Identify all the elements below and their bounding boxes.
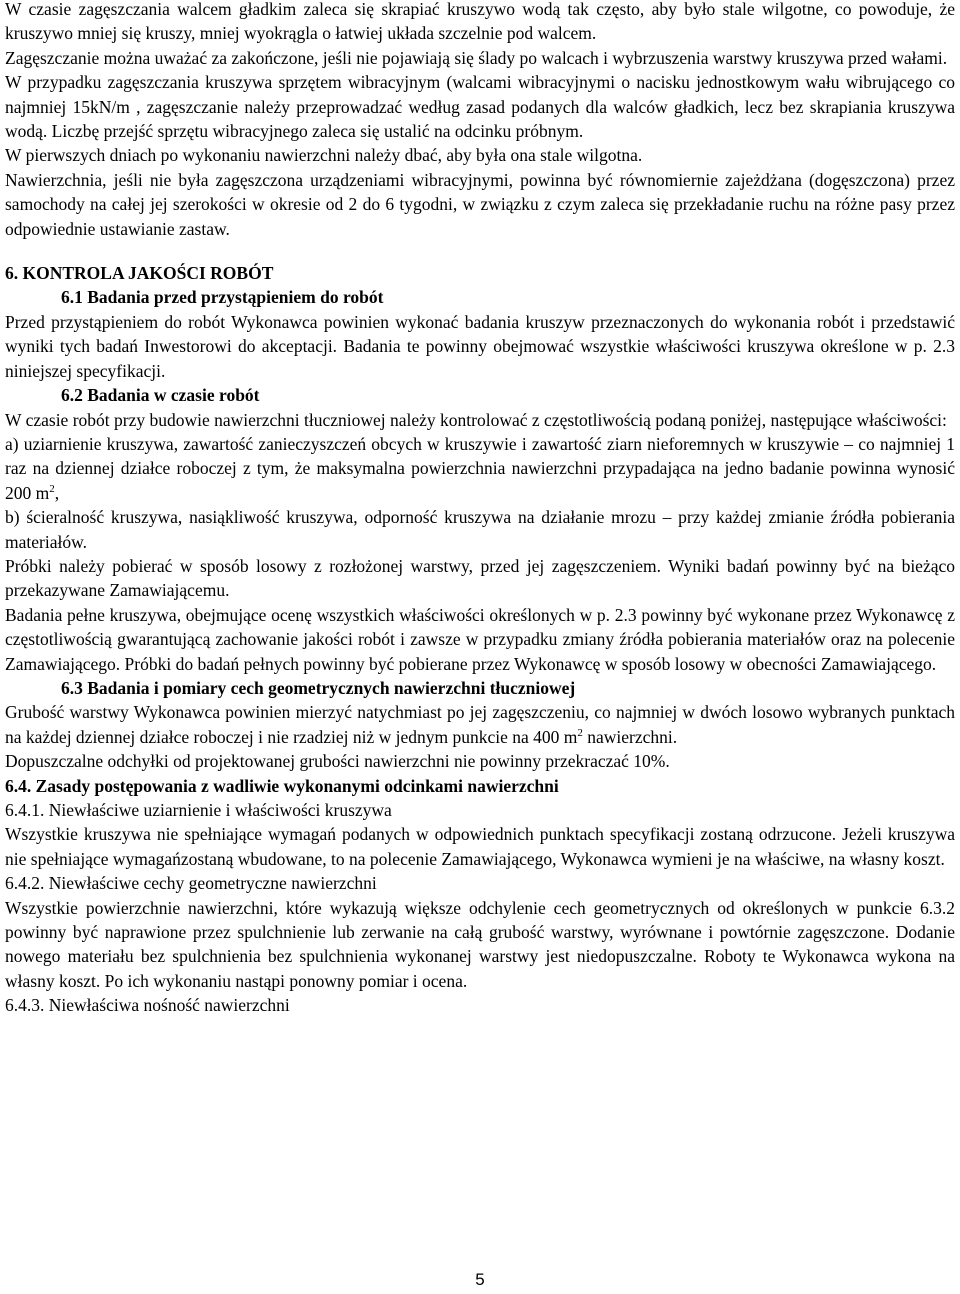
section-6-4-2-text: Wszystkie powierzchnie nawierzchni, które wykazują większe odchylenie cech geometrycznych od określonych w punkcie 6.3.2 powinny być naprawione przez spulchnienie lub zerwanie na całą grubość warstwy, wyrównane i powtórnie zagęszczone. Dodanie nowego materiału bez spulchnienia bez spulchnienia wykonanej warstwy jest niedopuszczalne. Roboty te Wykonawca wykona na własny koszt. Po ich wykonaniu nastąpi ponowny pomiar i ocena.: [5, 897, 955, 991]
paragraph-intro-4: W pierwszych dniach po wykonaniu nawierzchni należy dbać, aby była ona stale wilgotna.: [5, 145, 643, 166]
section-6-2-paragraph-2: Próbki należy pobierać w sposób losowy z rozłożonej warstwy, przed jej zagęszczeniem. Wyniki badań powinny być na bieżąco przekazywane Zamawiającemu.: [5, 555, 955, 601]
page-number: 5: [475, 1270, 485, 1289]
section-6-3-heading: 6.3 Badania i pomiary cech geometrycznych nawierzchni tłuczniowej: [61, 677, 576, 698]
section-6-heading: 6. KONTROLA JAKOŚCI ROBÓT: [5, 263, 274, 284]
section-6-4-heading: 6.4. Zasady postępowania z wadliwie wykonanymi odcinkami nawierzchni: [5, 775, 559, 796]
section-6-3-paragraph-1: [5, 700, 955, 749]
section-6-1-heading: 6.1 Badania przed przystąpieniem do robót: [61, 287, 384, 308]
s63-superscript: 2: [577, 726, 583, 739]
section-6-4-3-heading: 6.4.3. Niewłaściwa nośność nawierzchni: [5, 995, 290, 1016]
section-6-4-1-heading: 6.4.1. Niewłaściwe uziarnienie i właściwości kruszywa: [5, 800, 392, 820]
section-6-3-paragraph-2: Dopuszczalne odchyłki od projektowanej grubości nawierzchni nie powinny przekraczać 10%.: [5, 751, 670, 772]
paragraph-intro-1: W czasie zagęszczania walcem gładkim zaleca się skrapiać kruszywo wodą tak często, aby było stale wilgotne, co powoduje, że kruszywo mniej się kruszy, mniej wyokrągla o łatwiej układa szczelnie pod walcem.: [5, 0, 955, 44]
s63-text: Grubość warstwy Wykonawca powinien mierzyć natychmiast po jej zagęszczeniu, co najmniej w dwóch losowo wybranych punktach na każdej dziennej działce roboczej i nie rzadziej niż w jednym punkcie na 400 m: [5, 702, 955, 747]
section-6-2-paragraph-3: Badania pełne kruszywa, obejmujące ocenę wszystkich właściwości określonych w p. 2.3 powinny być wykonane przez Wykonawcę z częstotliwością gwarantującą zachowanie jakości robót i zawsze w przypadku zmiany źródła pobierania materiałów oraz na polecenie Zamawiającego. Próbki do badań pełnych powinny być pobierane przez Wykonawcę w sposób losowy w obecności Zamawiającego.: [5, 604, 955, 674]
item-a-text: a) uziarnienie kruszywa, zawartość zanieczyszczeń obcych w kruszywie i zawartość ziarn nieforemnych w kruszywie – co najmniej 1 raz na dziennej działce roboczej z tym, że maksymalna powierzchnia nawierzchni przypadająca na jedno badanie powinna wynosić 200 m: [5, 433, 955, 503]
section-6-2-item-b: b) ścieralność kruszywa, nasiąkliwość kruszywa, odporność kruszywa na działanie mrozu – przy każdej zmianie źródła pobierania materiałów.: [5, 507, 955, 552]
section-6-1-text: Przed przystąpieniem do robót Wykonawca powinien wykonać badania kruszyw przeznaczonych do wykonania robót i przedstawić wyniki tych badań Inwestorowi do akceptacji. Badania te powinny obejmować wszystkie właściwości kruszywa określone w p. 2.3 niniejszej specyfikacji.: [5, 311, 955, 381]
paragraph-intro-2: Zagęszczanie można uważać za zakończone, jeśli nie pojawiają się ślady po walcach i wybrzuszenia warstwy kruszywa przed wałami.: [5, 47, 948, 68]
section-6-4-2-heading: 6.4.2. Niewłaściwe cechy geometryczne nawierzchni: [5, 873, 377, 894]
section-6-4-1-text: Wszystkie kruszywa nie spełniające wymagań podanych w odpowiednich punktach specyfikacji zostaną odrzucone. Jeżeli kruszywa nie spełniające wymagańzostaną wbudowane, to na polecenie Zamawiającego, Wykonawca wymieni je na właściwe, na własny koszt.: [5, 824, 955, 869]
item-a-superscript: 2: [49, 482, 55, 495]
section-6-2-intro: W czasie robót przy budowie nawierzchni tłuczniowej należy kontrolować z częstotliwością podaną poniżej, następujące właściwości:: [5, 409, 947, 430]
section-6-2-heading: 6.2 Badania w czasie robót: [61, 385, 260, 406]
section-6-2-item-a: [5, 432, 955, 505]
item-a-tail: ,: [54, 482, 60, 503]
paragraph-intro-3: W przypadku zagęszczania kruszywa sprzętem wibracyjnym (walcami wibracyjnymi o nacisku jednostkowym wału wibrującego co najmniej 15kN/m , zagęszczanie należy przeprowadzać według zasad podanych dla walców gładkich, lecz bez skrapiania kruszywa wodą. Liczbę przejść sprzętu wibracyjnego zaleca się ustalić na odcinku próbnym.: [5, 72, 955, 142]
s63-tail: nawierzchni.: [582, 726, 678, 747]
page-content: [5, 0, 955, 1018]
paragraph-intro-5: Nawierzchnia, jeśli nie była zagęszczona urządzeniami wibracyjnymi, powinna być równomiernie zajeżdżana (dogęszczona) przez samochody na całej jej szerokości w okresie od 2 do 6 tygodni, w związku z czym zaleca się przekładanie ruchu na różne pasy przez odpowiednie ustawianie zastaw.: [5, 169, 955, 239]
